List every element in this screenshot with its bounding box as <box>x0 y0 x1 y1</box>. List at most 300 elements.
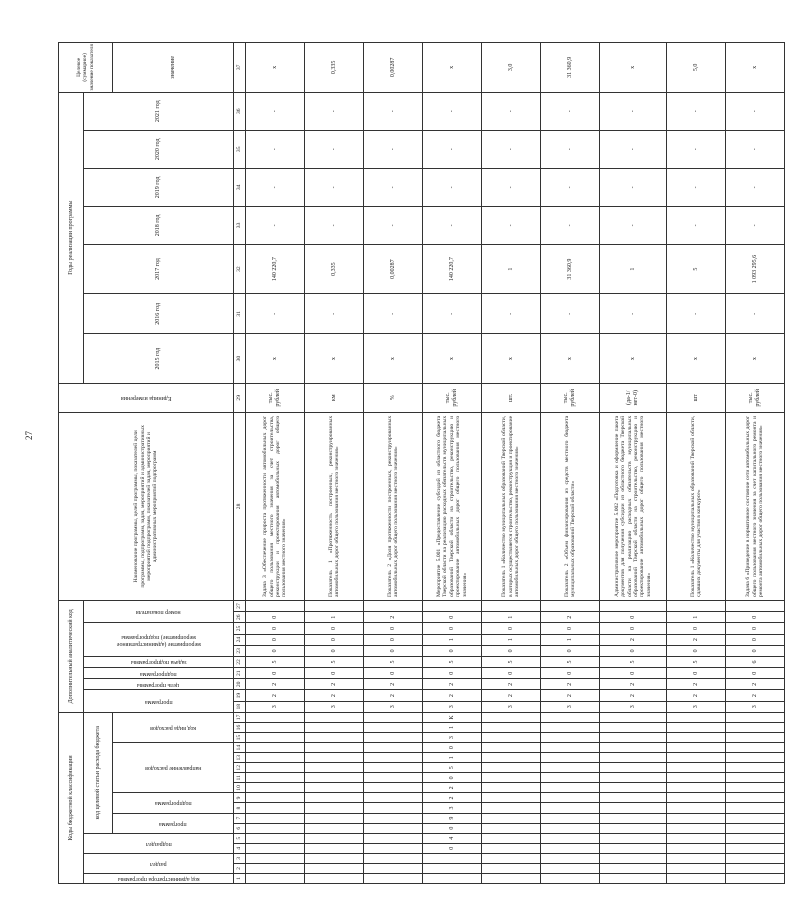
budget-code-cell <box>600 843 667 853</box>
budget-code-cell <box>667 783 726 793</box>
budget-code-cell <box>541 733 600 743</box>
meropr-label: мероприятие (административное мероприятие) подпрограммы <box>116 633 201 647</box>
year-value-cell: - <box>246 130 305 168</box>
budget-code-cell <box>246 773 305 783</box>
budget-code-cell <box>482 712 541 722</box>
target-value-header: значение <box>113 43 234 93</box>
row-description: Показатель 1 «Количество муниципальных образований Тверской области, в которых осуществляется строительство, реконструкция и проектирование автомобильных дорог общего пользования местного значения» <box>482 412 541 600</box>
budget-code-cell <box>541 823 600 833</box>
year-value-cell: 5 <box>667 244 726 293</box>
analytic-code-cell: 0 <box>726 634 785 645</box>
column-number: 15 <box>234 733 246 743</box>
indicator-type-cell <box>541 600 600 611</box>
budget-code-cell <box>600 753 667 763</box>
year-value-cell: - <box>600 168 667 206</box>
budget-code-cell <box>305 873 364 883</box>
budget-code-cell: 2 <box>423 783 482 793</box>
budget-code-cell <box>600 823 667 833</box>
analytic-code-cell: 2 <box>667 679 726 690</box>
year-value-cell: - <box>482 294 541 334</box>
budget-code-cell <box>600 873 667 883</box>
pokazatel-header <box>84 600 234 622</box>
analytic-code-cell: 5 <box>305 656 364 667</box>
analytic-code-cell: 0 <box>246 623 305 634</box>
analytic-code-cell: 2 <box>726 679 785 690</box>
unit-cell: тыс. рублей <box>423 383 482 412</box>
budget-code-cell <box>305 823 364 833</box>
table-row <box>305 43 364 884</box>
budget-code-cell <box>246 873 305 883</box>
budget-code-cell <box>667 763 726 773</box>
year-value-cell: 0,335 <box>305 244 364 293</box>
table-row <box>482 43 541 884</box>
year-value-cell: - <box>667 294 726 334</box>
budget-codes-header: Коды бюджетной классификации <box>59 712 84 883</box>
budget-code-cell <box>305 793 364 803</box>
analytic-code-cell: 2 <box>541 690 600 701</box>
budget-code-cell <box>305 753 364 763</box>
budget-code-cell <box>600 783 667 793</box>
budget-code-cell <box>541 753 600 763</box>
year-value-cell: - <box>541 92 600 130</box>
year-value-cell: 1 <box>600 244 667 293</box>
budget-code-cell <box>482 733 541 743</box>
budget-code-cell <box>667 773 726 783</box>
budget-code-cell <box>600 863 667 873</box>
year-2020-header: 2020 год <box>84 130 234 168</box>
indicator-type-cell <box>482 600 541 611</box>
year-value-cell: 1 093 295,6 <box>726 244 785 293</box>
year-value-cell: - <box>667 168 726 206</box>
year-value-cell: 0,00287 <box>364 244 423 293</box>
budget-code-cell <box>726 853 785 863</box>
budget-code-cell <box>482 813 541 823</box>
column-number: 19 <box>234 690 246 701</box>
budget-code-cell <box>246 823 305 833</box>
budget-code-cell <box>726 763 785 773</box>
razdel-header <box>84 853 234 873</box>
budget-code-cell <box>482 783 541 793</box>
analytic-code-cell: 0 <box>364 645 423 656</box>
year-2018-header: 2018 год <box>84 206 234 244</box>
year-value-cell: х <box>667 334 726 383</box>
year-value-cell: - <box>305 92 364 130</box>
analytic-code-cell: 0 <box>305 623 364 634</box>
analytic-code-cell: 0 <box>600 623 667 634</box>
budget-code-cell <box>305 733 364 743</box>
budget-code-cell <box>482 823 541 833</box>
budget-code-cell <box>423 863 482 873</box>
budget-code-cell <box>667 733 726 743</box>
year-value-cell: - <box>423 130 482 168</box>
target-value-cell: 31 360,9 <box>541 43 600 93</box>
budget-code-cell <box>667 723 726 733</box>
budget-code-cell <box>600 803 667 813</box>
year-value-cell: - <box>600 130 667 168</box>
analytic-code-cell: 3 <box>667 701 726 712</box>
budget-code-cell <box>423 873 482 883</box>
budget-code-cell <box>667 863 726 873</box>
budget-code-cell <box>726 863 785 873</box>
year-value-cell: - <box>726 294 785 334</box>
year-value-cell: - <box>667 206 726 244</box>
analytic-code-cell: 1 <box>667 612 726 623</box>
analytic-code-cell: 2 <box>726 690 785 701</box>
budget-code-cell <box>246 763 305 773</box>
year-value-cell: х <box>246 334 305 383</box>
analytic-code-cell: 5 <box>482 656 541 667</box>
budget-code-cell <box>482 803 541 813</box>
year-value-cell: - <box>667 130 726 168</box>
zadacha-label: задача подпрограммы <box>130 659 187 666</box>
programma-header <box>113 813 234 833</box>
analytic-code-cell: 0 <box>246 645 305 656</box>
year-value-cell: - <box>305 206 364 244</box>
row-description: Показатель 2 «Доля протяженности построенных, реконструированных автомобильных дорог общего пользования местного значения» <box>364 412 423 600</box>
analytic-code-cell: 0 <box>541 645 600 656</box>
year-value-cell: х <box>423 334 482 383</box>
budget-code-cell: 0 <box>423 773 482 783</box>
unit-cell: км <box>305 383 364 412</box>
analytic-code-cell: 0 <box>482 668 541 679</box>
year-value-cell: - <box>423 294 482 334</box>
analytic-code-cell: 0 <box>667 623 726 634</box>
analytic-code-cell: 2 <box>600 690 667 701</box>
podprog-code-header <box>84 668 234 679</box>
analytic-code-cell: 2 <box>482 690 541 701</box>
budget-code-cell <box>726 803 785 813</box>
budget-code-cell: 2 <box>423 793 482 803</box>
year-value-cell: - <box>246 294 305 334</box>
analytic-code-cell: 2 <box>541 612 600 623</box>
year-value-cell: х <box>482 334 541 383</box>
budget-code-cell <box>246 843 305 853</box>
meropr-header <box>84 623 234 657</box>
analytic-code-cell: 0 <box>423 668 482 679</box>
year-value-cell: 140 220,7 <box>246 244 305 293</box>
row-description: Показатель 1 «Протяженность построенных, реконструированных автомобильных дорог общего пользования местного значения» <box>305 412 364 600</box>
budget-code-cell <box>246 833 305 843</box>
budget-code-cell <box>305 723 364 733</box>
analytic-code-cell: 0 <box>246 612 305 623</box>
analytic-code-cell: 5 <box>541 656 600 667</box>
budget-code-cell <box>600 853 667 863</box>
year-2016-header: 2016 год <box>84 294 234 334</box>
budget-code-cell <box>726 753 785 763</box>
analytic-code-cell: 3 <box>726 701 785 712</box>
budget-code-cell <box>667 753 726 763</box>
analytic-code-cell: 3 <box>541 701 600 712</box>
target-value-cell: х <box>726 43 785 93</box>
year-value-cell: - <box>541 168 600 206</box>
year-value-cell: 1 <box>482 244 541 293</box>
budget-code-cell <box>246 743 305 753</box>
analytic-code-cell: 2 <box>423 690 482 701</box>
budget-code-cell <box>305 843 364 853</box>
budget-code-cell <box>364 873 423 883</box>
analytic-code-cell: 2 <box>600 679 667 690</box>
budget-code-cell <box>364 843 423 853</box>
budget-code-cell <box>541 793 600 803</box>
indicator-type-cell <box>667 600 726 611</box>
column-number: 32 <box>234 244 246 293</box>
year-value-cell: - <box>600 206 667 244</box>
analytic-code-cell: 5 <box>423 656 482 667</box>
budget-code-cell <box>364 823 423 833</box>
column-number: 22 <box>234 656 246 667</box>
analytic-code-cell: 2 <box>246 679 305 690</box>
unit-cell: тыс. рублей <box>541 383 600 412</box>
budget-code-cell <box>364 813 423 823</box>
year-2017-header: 2017 год <box>84 244 234 293</box>
budget-code-cell <box>726 813 785 823</box>
budget-code-cell <box>364 763 423 773</box>
budget-code-cell <box>667 743 726 753</box>
unit-cell: % <box>364 383 423 412</box>
table-row <box>423 43 482 884</box>
column-number: 12 <box>234 763 246 773</box>
year-value-cell: - <box>541 130 600 168</box>
budget-code-cell <box>305 763 364 773</box>
column-number: 13 <box>234 753 246 763</box>
unit-cell: шт <box>667 383 726 412</box>
pokazatel-label: номер показателя <box>136 609 181 616</box>
analytic-code-cell: 0 <box>364 623 423 634</box>
analytic-code-cell: 5 <box>364 656 423 667</box>
analytic-code-cell: 2 <box>667 634 726 645</box>
year-value-cell: - <box>364 130 423 168</box>
year-value-cell: - <box>482 168 541 206</box>
budget-code-cell <box>667 823 726 833</box>
analytic-code-cell: 0 <box>482 645 541 656</box>
year-value-cell: - <box>246 92 305 130</box>
analytic-code-cell: 3 <box>482 701 541 712</box>
column-number: 11 <box>234 773 246 783</box>
podprogramma-header <box>113 793 234 813</box>
year-value-cell: 31 360,9 <box>541 244 600 293</box>
unit-cell: (да-1/ нет-0) <box>600 383 667 412</box>
column-number: 18 <box>234 701 246 712</box>
year-value-cell: - <box>541 206 600 244</box>
budget-code-cell <box>364 803 423 813</box>
prog-code-label: программа <box>144 698 173 705</box>
analytic-code-cell: 0 <box>364 634 423 645</box>
row-description: Задача 6 «Приведение в нормативное состояние сети автомобильных дорог общего пользования местного значения за счет капитального ремонта и ремонта автомобильных дорог общего пользования местного значения» <box>726 412 785 600</box>
budget-code-cell: 9 <box>423 813 482 823</box>
analytic-code-cell: 0 <box>541 623 600 634</box>
budget-code-cell <box>482 753 541 763</box>
analytic-code-cell: 0 <box>423 623 482 634</box>
analytic-code-cell: 2 <box>364 679 423 690</box>
budget-code-cell: 3 <box>423 803 482 813</box>
year-2021-header: 2021 год <box>84 92 234 130</box>
budget-code-cell <box>541 833 600 843</box>
analytic-code-cell: 0 <box>600 645 667 656</box>
budget-code-cell <box>667 843 726 853</box>
programma-label: программа <box>159 820 187 827</box>
year-value-cell: х <box>726 334 785 383</box>
budget-code-cell <box>246 723 305 733</box>
analytic-code-cell: 3 <box>246 701 305 712</box>
vid-rashoda-label: код вида расходов <box>150 724 196 731</box>
budget-code-cell <box>541 843 600 853</box>
analytic-code-cell: 0 <box>423 645 482 656</box>
budget-code-cell: 5 <box>423 763 482 773</box>
cel-header <box>84 679 234 690</box>
budget-code-cell <box>600 763 667 773</box>
budget-code-cell <box>246 813 305 823</box>
budget-code-cell <box>600 793 667 803</box>
analytic-code-header: Дополнительный аналитический код <box>59 600 84 712</box>
budget-code-cell <box>726 733 785 743</box>
analytic-code-cell: 0 <box>246 668 305 679</box>
unit-column-label: Единица измерения <box>120 395 172 402</box>
budget-code-cell: 0 <box>423 843 482 853</box>
budget-code-cell <box>364 793 423 803</box>
analytic-code-cell: 5 <box>600 656 667 667</box>
razdel-label: раздел <box>150 860 167 867</box>
budget-code-cell <box>305 743 364 753</box>
budget-code-cell <box>246 753 305 763</box>
analytic-code-cell: 6 <box>726 656 785 667</box>
indicator-type-cell <box>600 600 667 611</box>
target-value-cell: 3,0 <box>482 43 541 93</box>
column-number: 16 <box>234 723 246 733</box>
budget-code-cell <box>364 733 423 743</box>
budget-code-cell <box>364 833 423 843</box>
year-value-cell: - <box>667 92 726 130</box>
admin-code-label: код администратора программы <box>117 875 200 882</box>
budget-code-cell <box>482 743 541 753</box>
budget-code-cell <box>541 803 600 813</box>
budget-code-cell <box>482 723 541 733</box>
column-number: 2 <box>234 863 246 873</box>
budget-code-cell <box>364 753 423 763</box>
podprog-code-label: подпрограмма <box>140 670 177 677</box>
year-value-cell: х <box>364 334 423 383</box>
budget-code-cell <box>600 712 667 722</box>
budget-code-cell <box>541 863 600 873</box>
column-number: 21 <box>234 668 246 679</box>
year-value-cell: - <box>364 206 423 244</box>
napravlenie-label: направление расходов <box>144 765 202 772</box>
analytic-code-cell: 5 <box>246 656 305 667</box>
year-value-cell: - <box>726 206 785 244</box>
budget-code-cell <box>246 793 305 803</box>
budget-code-cell <box>541 773 600 783</box>
analytic-code-cell: 0 <box>423 612 482 623</box>
budget-code-cell <box>667 793 726 803</box>
analytic-code-cell: 0 <box>726 668 785 679</box>
table-row <box>246 43 305 884</box>
analytic-code-cell: 0 <box>305 668 364 679</box>
column-number: 9 <box>234 793 246 803</box>
budget-code-cell: К <box>423 712 482 722</box>
unit-column-header <box>59 383 234 412</box>
budget-code-cell <box>246 733 305 743</box>
year-value-cell: - <box>600 294 667 334</box>
budget-code-cell <box>541 813 600 823</box>
analytic-code-cell: 0 <box>482 623 541 634</box>
podrazdel-label: подраздел <box>145 840 172 847</box>
celevaya-header: код целевой статьи расхода бюджета <box>84 712 113 833</box>
analytic-code-cell: 2 <box>667 690 726 701</box>
budget-table-container <box>58 42 765 884</box>
column-number: 7 <box>234 813 246 823</box>
analytic-code-cell: 0 <box>305 645 364 656</box>
budget-code-cell <box>667 803 726 813</box>
budget-code-cell <box>726 783 785 793</box>
analytic-code-cell: 0 <box>305 634 364 645</box>
budget-code-cell <box>541 712 600 722</box>
budget-code-cell <box>482 843 541 853</box>
budget-code-cell <box>726 712 785 722</box>
year-value-cell: х <box>541 334 600 383</box>
analytic-code-cell: 0 <box>600 612 667 623</box>
analytic-code-cell: 2 <box>246 690 305 701</box>
budget-code-cell <box>726 723 785 733</box>
budget-code-cell <box>726 823 785 833</box>
column-number: 20 <box>234 679 246 690</box>
year-value-cell: - <box>541 294 600 334</box>
unit-cell: тыс. рублей <box>726 383 785 412</box>
target-group-header: Целевое (суммарное) значение показателя <box>59 43 113 93</box>
analytic-code-cell: 0 <box>667 668 726 679</box>
indicator-type-cell <box>305 600 364 611</box>
analytic-code-cell: 2 <box>541 679 600 690</box>
target-value-cell: х <box>423 43 482 93</box>
podrazdel-header <box>84 833 234 853</box>
column-number: 17 <box>234 712 246 722</box>
analytic-code-cell: 0 <box>541 668 600 679</box>
analytic-code-cell: 1 <box>305 612 364 623</box>
analytic-code-cell: 3 <box>364 701 423 712</box>
target-value-cell: 5,0 <box>667 43 726 93</box>
budget-code-cell <box>364 723 423 733</box>
analytic-code-cell: 0 <box>667 645 726 656</box>
year-value-cell: - <box>305 294 364 334</box>
budget-code-cell <box>541 743 600 753</box>
column-number: 36 <box>234 92 246 130</box>
budget-code-cell <box>305 773 364 783</box>
budget-code-cell <box>726 743 785 753</box>
column-number: 33 <box>234 206 246 244</box>
analytic-code-cell: 2 <box>305 690 364 701</box>
budget-code-cell <box>541 763 600 773</box>
analytic-code-cell: 3 <box>305 701 364 712</box>
napravlenie-header <box>113 743 234 793</box>
budget-code-cell <box>364 783 423 793</box>
budget-code-cell <box>482 873 541 883</box>
year-value-cell: - <box>364 168 423 206</box>
column-numbers-row <box>234 43 246 884</box>
column-number: 14 <box>234 743 246 753</box>
budget-code-cell: 4 <box>423 833 482 843</box>
column-number: 5 <box>234 833 246 843</box>
budget-code-cell <box>246 783 305 793</box>
target-value-cell: х <box>600 43 667 93</box>
column-number: 23 <box>234 645 246 656</box>
years-group-header: Годы реализации программы <box>59 92 84 383</box>
budget-code-cell <box>482 853 541 863</box>
year-value-cell: х <box>305 334 364 383</box>
vid-rashoda-header <box>113 712 234 742</box>
budget-code-cell <box>541 853 600 863</box>
indicator-type-cell <box>246 600 305 611</box>
budget-code-cell <box>600 733 667 743</box>
admin-code-header <box>84 873 234 883</box>
year-value-cell: - <box>305 168 364 206</box>
